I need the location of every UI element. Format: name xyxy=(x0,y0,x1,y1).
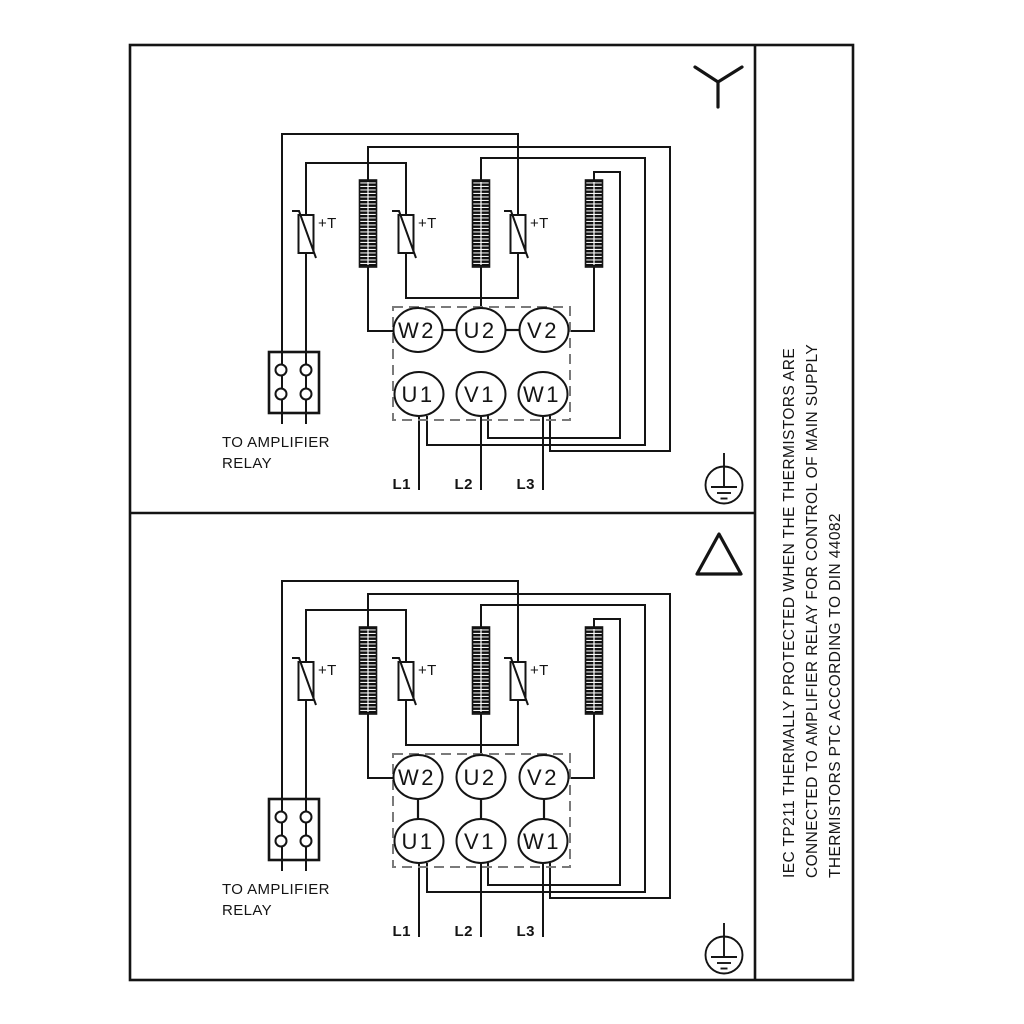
supply-label-l1: L1 xyxy=(392,923,411,940)
terminal-label: U2 xyxy=(463,318,497,343)
terminal-label: V1 xyxy=(464,382,496,407)
terminal-label: V1 xyxy=(464,829,496,854)
terminal-label: W1 xyxy=(523,829,561,854)
thermistor-label: +T xyxy=(418,215,437,232)
terminal-label: U1 xyxy=(401,829,435,854)
motor-winding-icon xyxy=(473,627,490,714)
terminal-label: U2 xyxy=(463,765,497,790)
terminal-label: V2 xyxy=(527,765,559,790)
terminal-label: W2 xyxy=(398,765,436,790)
thermistor-label: +T xyxy=(318,662,337,679)
thermistor-label: +T xyxy=(318,215,337,232)
supply-label-l2: L2 xyxy=(454,923,473,940)
motor-winding-icon xyxy=(360,180,377,267)
relay-note-line2: RELAY xyxy=(222,902,273,919)
relay-note-line1: TO AMPLIFIER xyxy=(222,881,330,898)
relay-note-line1: TO AMPLIFIER xyxy=(222,434,330,451)
terminal-label: W2 xyxy=(398,318,436,343)
motor-winding-icon xyxy=(586,180,603,267)
relay-note-line2: RELAY xyxy=(222,455,273,472)
motor-winding-icon xyxy=(473,180,490,267)
terminal-label: V2 xyxy=(527,318,559,343)
thermistor-label: +T xyxy=(530,662,549,679)
sidebar-note-line2: CONNECTED TO AMPLIFIER RELAY FOR CONTROL OF MAIN SUPPLY xyxy=(804,343,821,878)
sidebar-note-line1: IEC TP211 THERMALLY PROTECTED WHEN THE THERMISTORS ARE xyxy=(781,347,798,878)
thermistor-label: +T xyxy=(530,215,549,232)
supply-label-l2: L2 xyxy=(454,476,473,493)
terminal-label: W1 xyxy=(523,382,561,407)
terminal-label: U1 xyxy=(401,382,435,407)
motor-winding-icon xyxy=(586,627,603,714)
motor-winding-icon xyxy=(360,627,377,714)
sidebar-note-line3: THERMISTORS PTC ACCORDING TO DIN 44082 xyxy=(827,513,844,878)
supply-label-l3: L3 xyxy=(516,476,535,493)
supply-label-l1: L1 xyxy=(392,476,411,493)
thermistor-label: +T xyxy=(418,662,437,679)
supply-label-l3: L3 xyxy=(516,923,535,940)
